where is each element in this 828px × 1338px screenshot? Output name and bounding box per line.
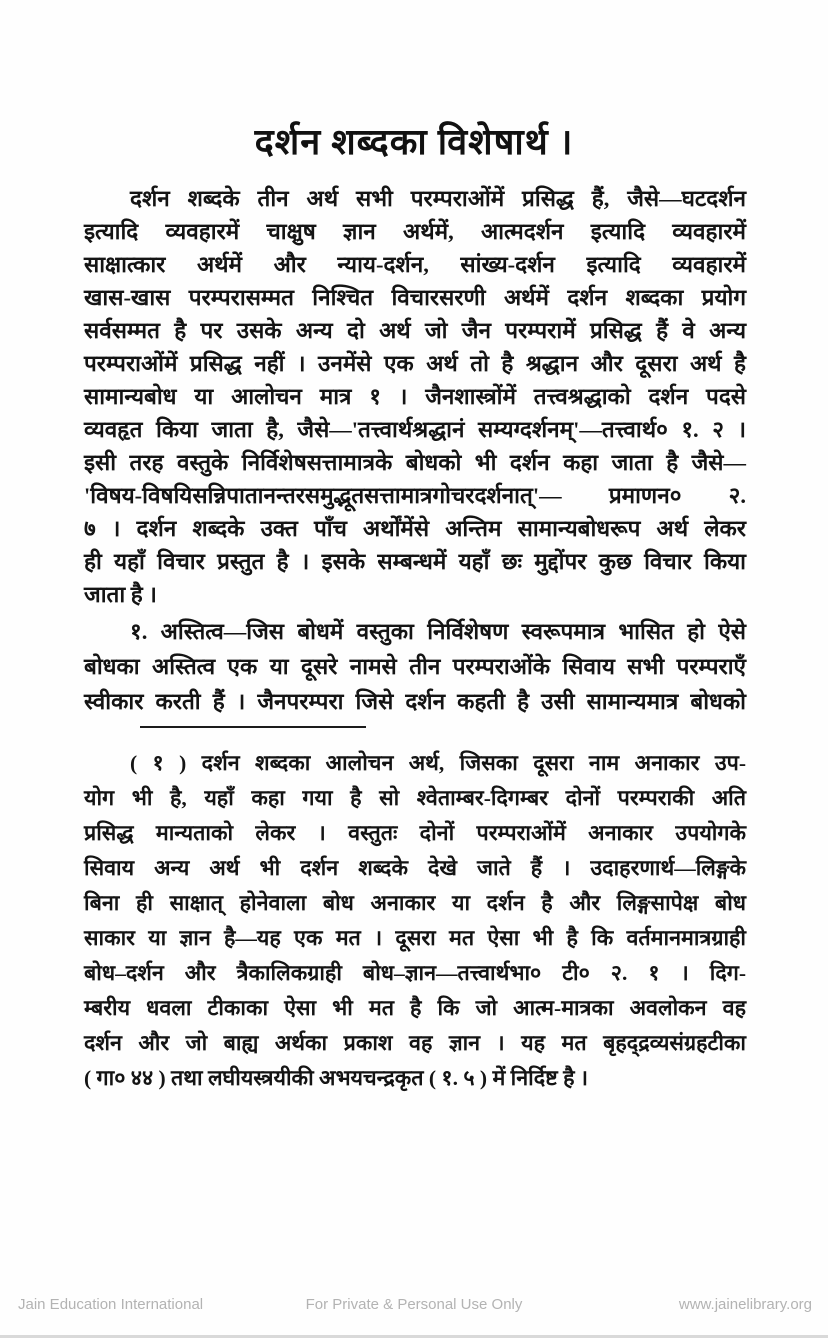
footnote-line: साकार या ज्ञान है—यह एक मत । दूसरा मत ऐसा भी है कि वर्तमानमात्रग्राही bbox=[84, 926, 746, 950]
paragraph-one bbox=[84, 182, 746, 611]
body-line: व्यवहृत किया जाता है, जैसे—'तत्त्वार्थश्रद्धानं सम्यग्दर्शनम्'—तत्त्वार्थ० १. २ । bbox=[84, 417, 746, 442]
body-line: ७ । दर्शन शब्दके उक्त पाँच अर्थोंमेंसे अन्तिम सामान्यबोधरूप अर्थ लेकर bbox=[84, 516, 746, 541]
scan-footer bbox=[0, 1296, 828, 1320]
body-line: इसी तरह वस्तुके निर्विशेषसत्तामात्रके बोधको भी दर्शन कहा जाता है जैसे— bbox=[84, 450, 746, 475]
footer-website-text: www.jainelibrary.org bbox=[678, 1296, 812, 1313]
footnote-line: प्रसिद्ध मान्यताको लेकर । वस्तुतः दोनों परम्पराओंमें अनाकार उपयोगके bbox=[84, 821, 746, 845]
body-line: ही यहाँ विचार प्रस्तुत है । इसके सम्बन्धमें यहाँ छः मुद्दोंपर कुछ विचार किया bbox=[84, 549, 746, 574]
footnote-line: बोध–दर्शन और त्रैकालिकग्राही बोध–ज्ञान—तत्त्वार्थभा० टी० २. १ । दिग- bbox=[84, 961, 746, 985]
footnote-line: सिवाय अन्य अर्थ भी दर्शन शब्दके देखे जाते हैं । उदाहरणार्थ—लिङ्गके bbox=[84, 856, 746, 880]
footnote-block bbox=[84, 746, 746, 1096]
footnote-line: योग भी है, यहाँ कहा गया है सो श्वेताम्बर-दिगम्बर दोनों परम्पराकी अति bbox=[84, 786, 746, 810]
body-line: दर्शन शब्दके तीन अर्थ सभी परम्पराओंमें प्रसिद्ध हैं, जैसे—घटदर्शन bbox=[130, 186, 746, 211]
footnote-line: ( गा० ४४ ) तथा लघीयस्त्रयीकी अभयचन्द्रकृत ( १. ५ ) में निर्दिष्ट है । bbox=[84, 1066, 589, 1090]
body-line: खास-खास परम्परासम्मत निश्चित विचारसरणी अर्थमें दर्शन शब्दका प्रयोग bbox=[84, 285, 746, 310]
body-line: साक्षात्कार अर्थमें और न्याय-दर्शन, सांख्य-दर्शन इत्यादि व्यवहारमें bbox=[84, 252, 746, 277]
page-title: दर्शन शब्दका विशेषार्थ । bbox=[254, 122, 574, 163]
footnote-line: बिना ही साक्षात् होनेवाला बोध अनाकार या दर्शन है और लिङ्गसापेक्ष बोध bbox=[84, 891, 746, 915]
footer-publisher-text: Jain Education International bbox=[18, 1296, 204, 1313]
body-line: इत्यादि व्यवहारमें चाक्षुष ज्ञान अर्थमें, आत्मदर्शन इत्यादि व्यवहारमें bbox=[84, 219, 746, 244]
body-line: सर्वसम्मत है पर उसके अन्य दो अर्थ जो जैन परम्परामें प्रसिद्ध हैं वे अन्य bbox=[84, 318, 746, 343]
body-line: बोधका अस्तित्व एक या दूसरे नामसे तीन परम्पराओंके सिवाय सभी परम्पराएँ bbox=[84, 654, 746, 679]
footnote-line: ( १ ) दर्शन शब्दका आलोचन अर्थ, जिसका दूसरा नाम अनाकार उप- bbox=[130, 751, 746, 775]
body-line: सामान्यबोध या आलोचन मात्र १ । जैनशास्त्रोंमें तत्त्वश्रद्धाको दर्शन पदसे bbox=[84, 384, 746, 409]
body-line: स्वीकार करती हैं । जैनपरम्परा जिसे दर्शन कहती है उसी सामान्यमात्र बोधको bbox=[84, 689, 746, 714]
footer-usage-text: For Private & Personal Use Only bbox=[305, 1296, 523, 1313]
footnote-line: दर्शन और जो बाह्य अर्थका प्रकाश वह ज्ञान । यह मत बृहद्द्रव्यसंग्रहटीका bbox=[84, 1031, 746, 1055]
body-line: 'विषय-विषयिसन्निपातानन्तरसमुद्भूतसत्तामात्रगोचरदर्शनात्'— प्रमाणन० २. bbox=[84, 483, 746, 508]
footnote-line: म्बरीय धवला टीकाका ऐसा भी मत है कि जो आत्म-मात्रका अवलोकन वह bbox=[84, 996, 746, 1020]
body-line: जाता है । bbox=[84, 582, 157, 607]
body-line: १. अस्तित्व—जिस बोधमें वस्तुका निर्विशेषण स्वरूपमात्र भासित हो ऐसे bbox=[130, 619, 746, 644]
footnote-separator-rule bbox=[140, 726, 366, 728]
body-line: परम्पराओंमें प्रसिद्ध नहीं । उनमेंसे एक अर्थ तो है श्रद्धान और दूसरा अर्थ है bbox=[84, 351, 746, 376]
paragraph-two bbox=[84, 614, 746, 719]
